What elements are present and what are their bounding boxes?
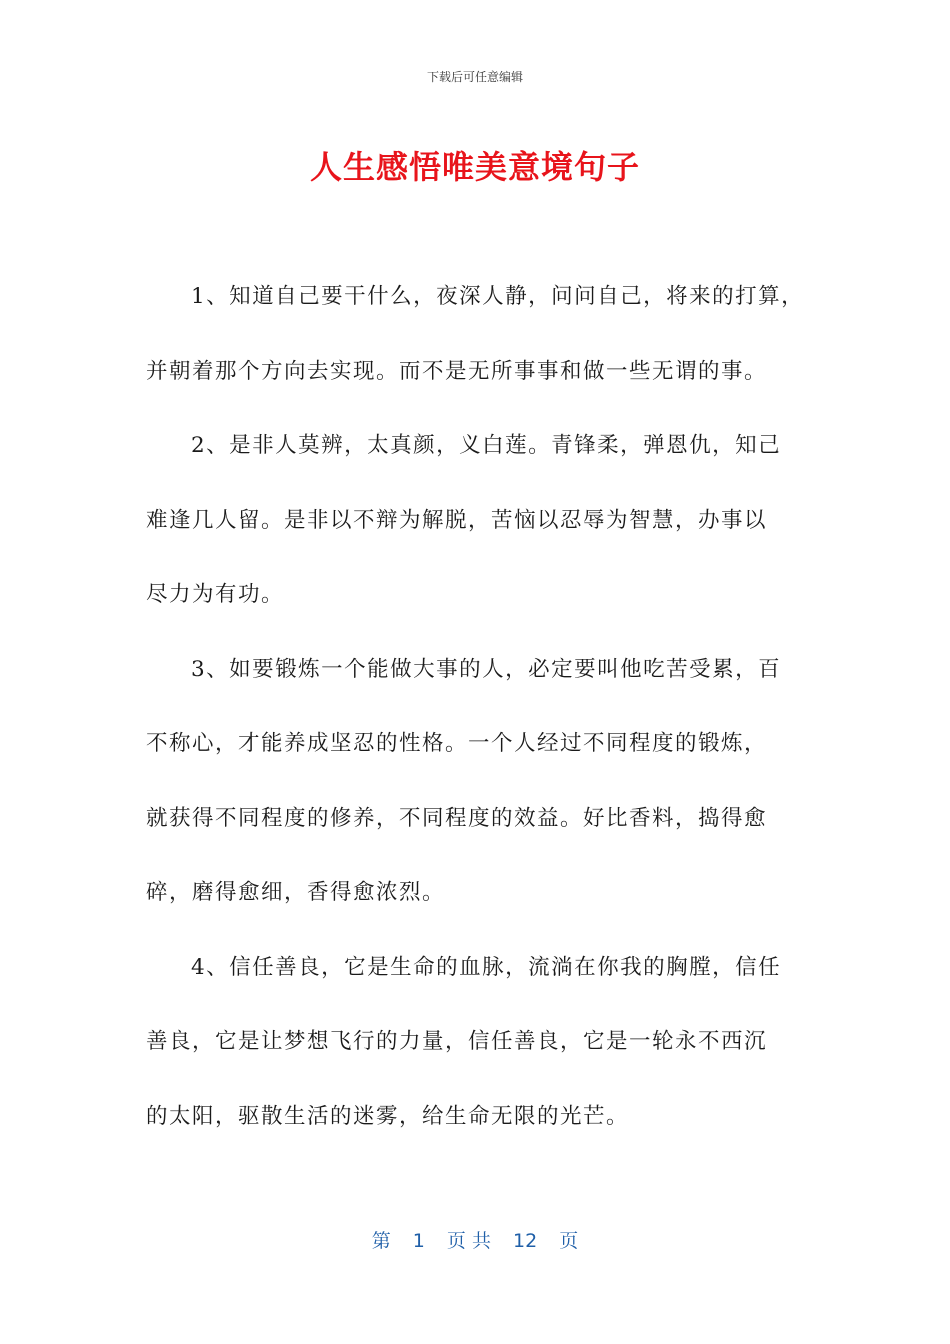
paragraph-1-line-2: 并朝着那个方向去实现。而不是无所事事和做一些无谓的事。 bbox=[146, 358, 768, 384]
document-body bbox=[146, 262, 811, 1156]
paragraph-2-line-3: 尽力为有功。 bbox=[146, 582, 285, 607]
paragraph-3-line-3: 就获得不同程度的修养，不同程度的效益。好比香料，捣得愈 bbox=[146, 805, 768, 831]
page-footer bbox=[0, 1226, 950, 1253]
paragraph-3-line-4: 碎，磨得愈细，香得愈浓烈。 bbox=[146, 880, 446, 905]
paragraph-2-line-1: 2、是非人莫辨，太真颜，义白莲。青锋柔，弹恩仇，知己 bbox=[191, 433, 782, 458]
paragraph-3-line-1: 3、如要锻炼一个能做大事的人，必定要叫他吃苦受累，百 bbox=[191, 656, 782, 682]
header-note: 下载后可任意编辑 bbox=[426, 70, 523, 84]
paragraph-2-line-2: 难逢几人留。是非以不辩为解脱，苦恼以忍辱为智慧，办事以 bbox=[146, 507, 768, 533]
paragraph-1-line-1: 1、知道自己要干什么，夜深人静，问问自己，将来的打算， bbox=[191, 284, 805, 309]
total-pages-number: 12 bbox=[513, 1230, 538, 1252]
current-page-number: 1 bbox=[412, 1230, 425, 1252]
paragraph-4-line-2: 善良，它是让梦想飞行的力量，信任善良，它是一轮永不西沉 bbox=[146, 1029, 768, 1054]
paragraph-4-line-1: 4、信任善良，它是生命的血脉，流淌在你我的胸膛，信任 bbox=[191, 954, 782, 980]
document-title: 人生感悟唯美意境句子 bbox=[309, 148, 640, 186]
footer-prefix: 第 bbox=[371, 1230, 391, 1252]
footer-middle: 页 共 bbox=[446, 1230, 491, 1252]
paragraph-3-line-2: 不称心，才能养成坚忍的性格。一个人经过不同程度的锻炼， bbox=[146, 731, 768, 756]
paragraph-4-line-3: 的太阳，驱散生活的迷雾，给生命无限的光芒。 bbox=[146, 1103, 630, 1129]
footer-suffix: 页 bbox=[559, 1230, 579, 1252]
